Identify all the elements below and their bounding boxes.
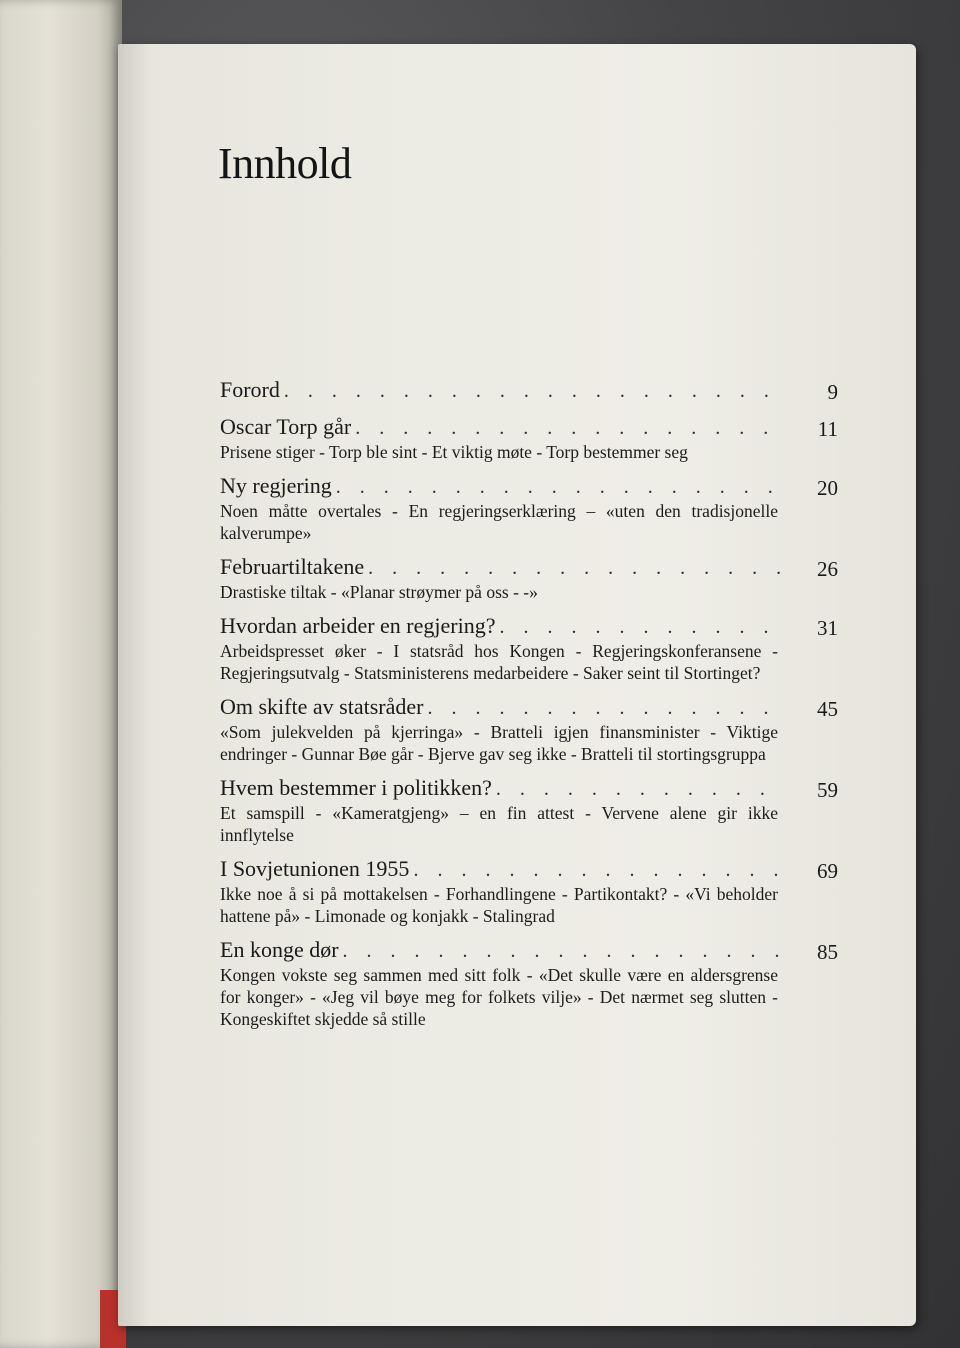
toc-entry-line [220, 553, 838, 581]
toc-entry-description: Noen måtte overtales - En regjeringserklæring – «uten den tradisjonelle kalverumpe» [220, 501, 778, 543]
toc-entry-line [220, 612, 838, 640]
table-of-contents [220, 376, 838, 1039]
toc-entry [220, 855, 838, 927]
dot-leader [368, 555, 780, 581]
toc-entry-title: Forord [220, 377, 280, 402]
toc-entry [220, 553, 838, 603]
toc-entry-line [220, 472, 838, 500]
toc-page-number: 9 [827, 380, 838, 404]
toc-page-number: 45 [817, 697, 838, 721]
toc-entry-title: I Sovjetunionen 1955 [220, 856, 410, 881]
dot-leader [427, 695, 780, 721]
toc-entry [220, 774, 838, 846]
toc-entry-description: «Som julekvelden på kjerringa» - Bratteli igjen finansminister - Viktige endringer - Gunnar Bøe går - Bjerve gav seg ikke - Bratteli til stortingsgruppa [220, 722, 778, 764]
toc-entry [220, 693, 838, 765]
toc-page-number: 26 [817, 557, 838, 581]
toc-entry-title: Oscar Torp går [220, 414, 352, 439]
facing-page [0, 0, 122, 1348]
toc-entry [220, 376, 838, 404]
toc-entry [220, 472, 838, 544]
toc-entry-title: Ny regjering [220, 473, 332, 498]
toc-entry [220, 936, 838, 1030]
dot-leader [336, 474, 780, 500]
toc-page-number: 85 [817, 940, 838, 964]
toc-page-number: 11 [817, 417, 838, 441]
book-page [118, 44, 916, 1326]
toc-entry-description: Kongen vokste seg sammen med sitt folk - «Det skulle være en aldersgrense for konger» - «Jeg vil bøye meg for folkets vilje» - Det nærmet seg slutten - Kongeskiftet skjedde så stille [220, 965, 778, 1029]
toc-entry-line [220, 936, 838, 964]
toc-entry-description: Drastiske tiltak - «Planar strøymer på oss - -» [220, 582, 538, 602]
toc-entry-title: Hvem bestemmer i politikken? [220, 775, 492, 800]
toc-page-number: 20 [817, 476, 838, 500]
toc-entry-title: En konge dør [220, 937, 339, 962]
dot-leader [343, 938, 780, 964]
toc-entry-line [220, 413, 838, 441]
toc-entry-line [220, 693, 838, 721]
toc-entry-title: Februartiltakene [220, 554, 365, 579]
toc-page-number: 31 [817, 616, 838, 640]
toc-entry [220, 612, 838, 684]
toc-entry [220, 413, 838, 463]
toc-page-number: 59 [817, 778, 838, 802]
toc-entry-title: Om skifte av statsråder [220, 694, 424, 719]
toc-entry-line [220, 774, 838, 802]
toc-entry-line [220, 376, 838, 404]
dot-leader [499, 614, 780, 640]
dot-leader [284, 378, 780, 404]
dot-leader [355, 415, 780, 441]
dot-leader [496, 776, 780, 802]
toc-entry-description: Ikke noe å si på mottakelsen - Forhandlingene - Partikontakt? - «Vi beholder hattene på» - Limonade og konjakk - Stalingrad [220, 884, 778, 926]
toc-entry-description: Prisene stiger - Torp ble sint - Et viktig møte - Torp bestemmer seg [220, 442, 688, 462]
page-title: Innhold [218, 139, 352, 188]
toc-entry-title: Hvordan arbeider en regjering? [220, 613, 496, 638]
toc-entry-line [220, 855, 838, 883]
toc-entry-description: Arbeidspresset øker - I statsråd hos Kongen - Regjeringskonferansene - Regjeringsutvalg - Statsministerens medarbeidere - Saker seint til Stortinget? [220, 641, 778, 683]
dot-leader [413, 857, 780, 883]
toc-entry-description: Et samspill - «Kameratgjeng» – en fin attest - Vervene alene gir ikke innflytelse [220, 803, 778, 845]
toc-page-number: 69 [817, 859, 838, 883]
